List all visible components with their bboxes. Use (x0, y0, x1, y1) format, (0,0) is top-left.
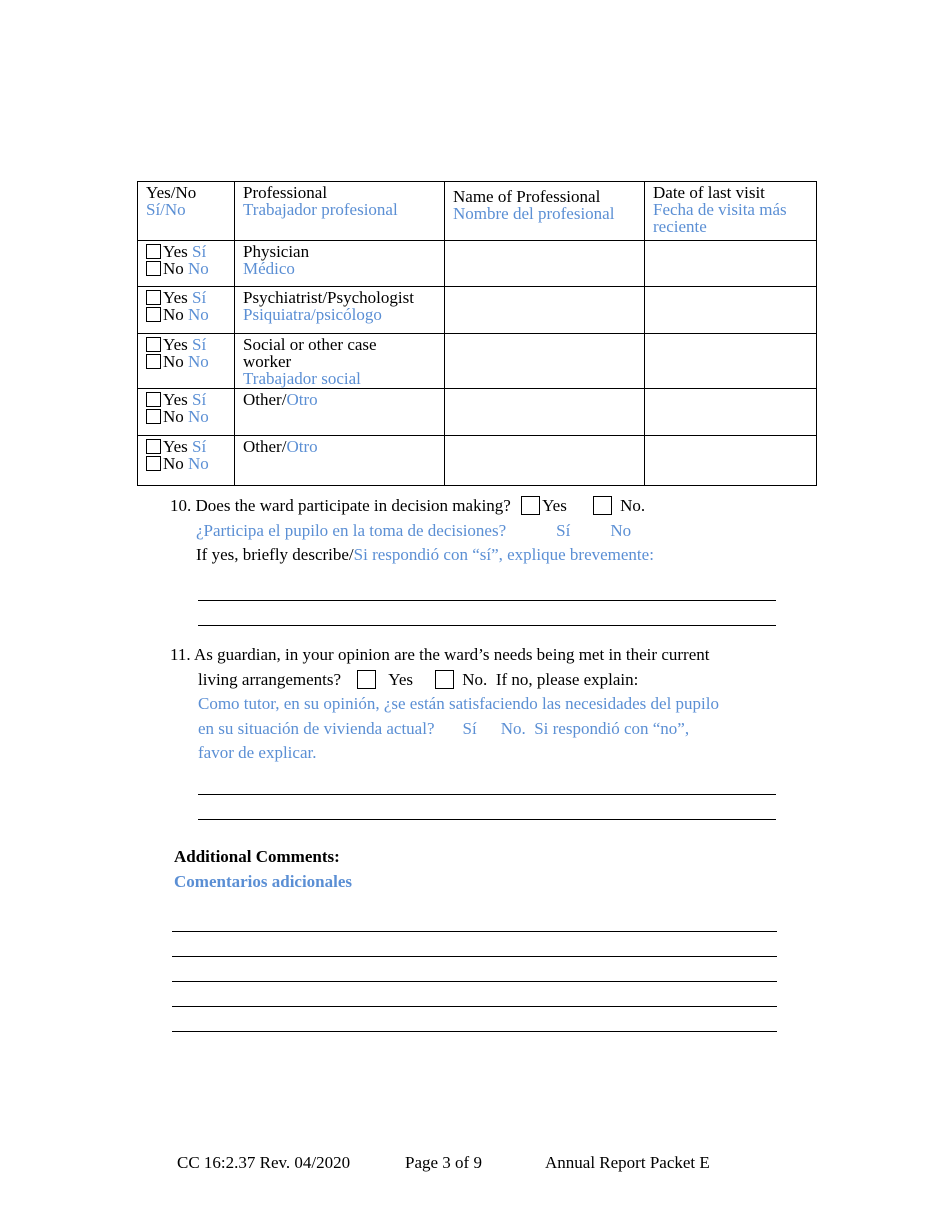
name-input-cell[interactable] (445, 334, 645, 389)
header-name (445, 182, 645, 241)
yes-no-cell (138, 436, 235, 486)
answer-line[interactable] (198, 794, 776, 795)
q11-explain: If no, please explain: (495, 669, 639, 689)
yes-checkbox[interactable] (146, 439, 161, 454)
header-en: Name of Professional (453, 187, 601, 206)
no-label: No (163, 352, 184, 371)
header-es: Nombre del profesional (453, 204, 615, 223)
no-checkbox[interactable] (146, 307, 161, 322)
answer-line[interactable] (198, 600, 776, 601)
yes-checkbox[interactable] (146, 290, 161, 305)
comment-line[interactable] (172, 981, 777, 982)
header-en: Yes/No (146, 183, 197, 202)
question-10 (170, 494, 654, 568)
professionals-table (137, 181, 817, 486)
q11-text-es: Como tutor, en su opinión, ¿se están satisfaciendo las necesidades del pupilo (198, 694, 720, 713)
footer-packet-name: Annual Report Packet E (545, 1153, 710, 1172)
yes-label-es: Sí (192, 288, 207, 307)
yes-label: Yes (163, 335, 188, 354)
yes-label-es: Sí (192, 390, 207, 409)
date-input-cell[interactable] (645, 389, 817, 436)
yes-no-cell (138, 334, 235, 389)
header-es: Sí/No (146, 200, 186, 219)
date-input-cell[interactable] (645, 241, 817, 287)
q11-number: 11. (170, 645, 191, 664)
professional-cell (235, 334, 445, 389)
yes-no-cell (138, 287, 235, 334)
date-input-cell[interactable] (645, 436, 817, 486)
header-professional (235, 182, 445, 241)
name-input-cell[interactable] (445, 389, 645, 436)
question-11 (170, 643, 719, 766)
professional-en: Other/ (243, 437, 287, 456)
yes-label: Yes (163, 390, 188, 409)
table-row (138, 436, 817, 486)
table-row (138, 389, 817, 436)
q10-no-label: No. (620, 496, 646, 515)
footer-page-number: Page 3 of 9 (405, 1153, 482, 1172)
header-en: Date of last visit (653, 183, 765, 202)
professional-cell (235, 241, 445, 287)
q10-yes-es: Sí (556, 520, 571, 540)
no-label: No (163, 454, 184, 473)
no-label-es: No (188, 407, 209, 426)
yes-label: Yes (163, 288, 188, 307)
q10-describe: If yes, briefly describe/ (196, 545, 354, 564)
name-input-cell[interactable] (445, 436, 645, 486)
table-row (138, 241, 817, 287)
comment-line[interactable] (172, 1031, 777, 1032)
yes-checkbox[interactable] (146, 392, 161, 407)
q10-yes-label: Yes (542, 496, 567, 515)
q11-yes-label: Yes (388, 669, 414, 689)
q11-text-es-2: en su situación de vivienda actual? (198, 718, 435, 738)
comments-title: Additional Comments: (174, 847, 340, 866)
header-en: Professional (243, 183, 328, 202)
q11-no-label: No. (462, 669, 488, 689)
q10-no-checkbox[interactable] (593, 496, 612, 515)
header-es: Fecha de visita más reciente (653, 200, 787, 236)
q10-text: Does the ward participate in decision making? (195, 496, 511, 515)
no-checkbox[interactable] (146, 409, 161, 424)
date-input-cell[interactable] (645, 334, 817, 389)
yes-label-es: Sí (192, 437, 207, 456)
yes-label-es: Sí (192, 335, 207, 354)
additional-comments (174, 845, 352, 894)
q11-text: As guardian, in your opinion are the ward’s needs being met in their current (193, 645, 710, 664)
footer-form-number: CC 16:2.37 Rev. 04/2020 (177, 1153, 351, 1172)
professional-es: Médico (243, 259, 295, 278)
q10-text-es: ¿Participa el pupilo en la toma de decisiones? (196, 520, 507, 540)
q11-no-es: No. (500, 718, 526, 738)
q10-yes-checkbox[interactable] (521, 496, 540, 515)
date-input-cell[interactable] (645, 287, 817, 334)
answer-line[interactable] (198, 819, 776, 820)
yes-no-cell (138, 241, 235, 287)
table-row (138, 287, 817, 334)
no-checkbox[interactable] (146, 456, 161, 471)
q11-explain-es: Si respondió con “no”, (534, 718, 690, 738)
yes-checkbox[interactable] (146, 244, 161, 259)
q10-number: 10. (170, 496, 192, 515)
no-checkbox[interactable] (146, 261, 161, 276)
professional-es: Psiquiatra/psicólogo (243, 305, 382, 324)
q11-explain-es-2: favor de explicar. (198, 743, 317, 762)
header-yes-no (138, 182, 235, 241)
q11-yes-checkbox[interactable] (357, 670, 376, 689)
professional-en: Physician (243, 242, 310, 261)
q11-no-checkbox[interactable] (435, 670, 454, 689)
professional-cell (235, 436, 445, 486)
comment-line[interactable] (172, 956, 777, 957)
q11-text-2: living arrangements? (198, 669, 342, 689)
no-label-es: No (188, 305, 209, 324)
professional-cell (235, 287, 445, 334)
comment-line[interactable] (172, 931, 777, 932)
comments-title-es: Comentarios adicionales (174, 871, 353, 891)
professional-es: Otro (286, 390, 318, 409)
professional-es: Trabajador social (243, 369, 361, 388)
professional-en: Social or other case worker (243, 335, 377, 371)
professional-es: Otro (286, 437, 318, 456)
table-row (138, 334, 817, 389)
name-input-cell[interactable] (445, 287, 645, 334)
yes-label: Yes (163, 437, 188, 456)
comment-line[interactable] (172, 1006, 777, 1007)
no-label-es: No (188, 259, 209, 278)
header-date (645, 182, 817, 241)
table-header-row (138, 182, 817, 241)
professional-cell (235, 389, 445, 436)
q10-describe-es: Si respondió con “sí”, explique brevemente: (353, 545, 654, 564)
no-label: No (163, 407, 184, 426)
name-input-cell[interactable] (445, 241, 645, 287)
yes-label-es: Sí (192, 242, 207, 261)
no-label: No (163, 305, 184, 324)
q11-yes-es: Sí (462, 718, 477, 738)
q10-no-es: No (610, 520, 632, 540)
no-label: No (163, 259, 184, 278)
no-label-es: No (188, 352, 209, 371)
professional-en: Psychiatrist/Psychologist (243, 288, 414, 307)
no-checkbox[interactable] (146, 354, 161, 369)
answer-line[interactable] (198, 625, 776, 626)
professional-en: Other/ (243, 390, 287, 409)
yes-no-cell (138, 389, 235, 436)
header-es: Trabajador profesional (243, 200, 398, 219)
yes-label: Yes (163, 242, 188, 261)
yes-checkbox[interactable] (146, 337, 161, 352)
no-label-es: No (188, 454, 209, 473)
